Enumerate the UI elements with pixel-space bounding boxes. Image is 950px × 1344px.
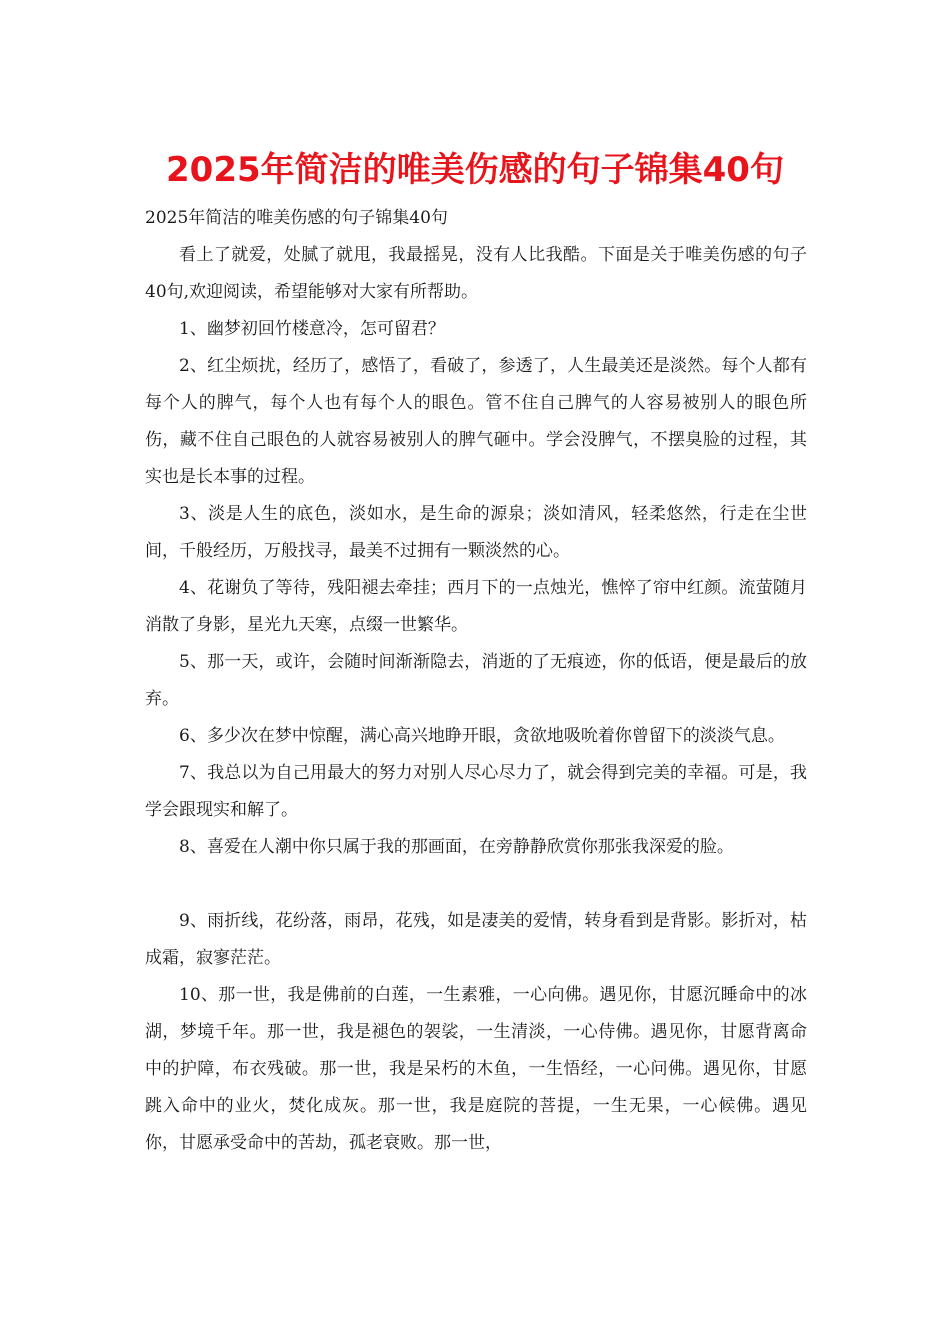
list-item: 1、幽梦初回竹楼意冷，怎可留君？ xyxy=(179,319,445,339)
blank-line xyxy=(145,866,807,903)
intro-paragraph: 看上了就爱，处腻了就甩，我最摇晃，没有人比我酷。下面是关于唯美伤感的句子40句,欢迎阅读，希望能够对大家有所帮助。 xyxy=(145,245,807,302)
list-item: 10、那一世，我是佛前的白莲，一生素雅，一心向佛。遇见你，甘愿沉睡命中的冰湖，梦境千年。那一世，我是褪色的袈裟，一生清淡，一心侍佛。遇见你，甘愿背离命中的护障，布衣残破。那一世，我是呆朽的木鱼，一生悟经，一心问佛。遇见你，甘愿跳入命中的业火，焚化成灰。那一世，我是庭院的菩提，一生无果，一心候佛。遇见你，甘愿承受命中的苦劫，孤老衰败。那一世， xyxy=(145,985,807,1153)
list-item: 8、喜爱在人潮中你只属于我的那画面，在旁静静欣赏你那张我深爱的脸。 xyxy=(179,837,734,857)
list-item: 2、红尘烦扰，经历了，感悟了，看破了，参透了，人生最美还是淡然。每个人都有每个人的脾气，每个人也有每个人的眼色。管不住自己脾气的人容易被别人的眼色所伤，藏不住自己眼色的人就容易被别人的脾气砸中。学会没脾气，不摆臭脸的过程，其实也是长本事的过程。 xyxy=(145,356,807,487)
list-item: 7、我总以为自己用最大的努力对别人尽心尽力了，就会得到完美的幸福。可是，我学会跟现实和解了。 xyxy=(145,763,807,820)
list-item: 4、花谢负了等待，残阳褪去牵挂；西月下的一点烛光，憔悴了帘中红颜。流萤随月消散了身影，星光九天寒，点缀一世繁华。 xyxy=(145,578,807,635)
list-item: 3、淡是人生的底色，淡如水，是生命的源泉；淡如清风，轻柔悠然，行走在尘世间，千般经历，万般找寻，最美不过拥有一颗淡然的心。 xyxy=(145,504,807,561)
list-item: 5、那一天，或许，会随时间渐渐隐去，消逝的了无痕迹，你的低语，便是最后的放弃。 xyxy=(145,652,807,709)
document-subtitle: 2025年简洁的唯美伤感的句子锦集40句 xyxy=(145,208,448,228)
list-item: 9、雨折线，花纷落，雨昂，花残，如是凄美的爱情，转身看到是背影。影折对，枯成霜，寂寥茫茫。 xyxy=(145,911,807,968)
document-body xyxy=(145,200,807,1162)
document-title: 2025年简洁的唯美伤感的句子锦集40句 xyxy=(166,150,784,190)
list-item: 6、多少次在梦中惊醒，满心高兴地睁开眼，贪欲地吸吮着你曾留下的淡淡气息。 xyxy=(179,726,785,746)
